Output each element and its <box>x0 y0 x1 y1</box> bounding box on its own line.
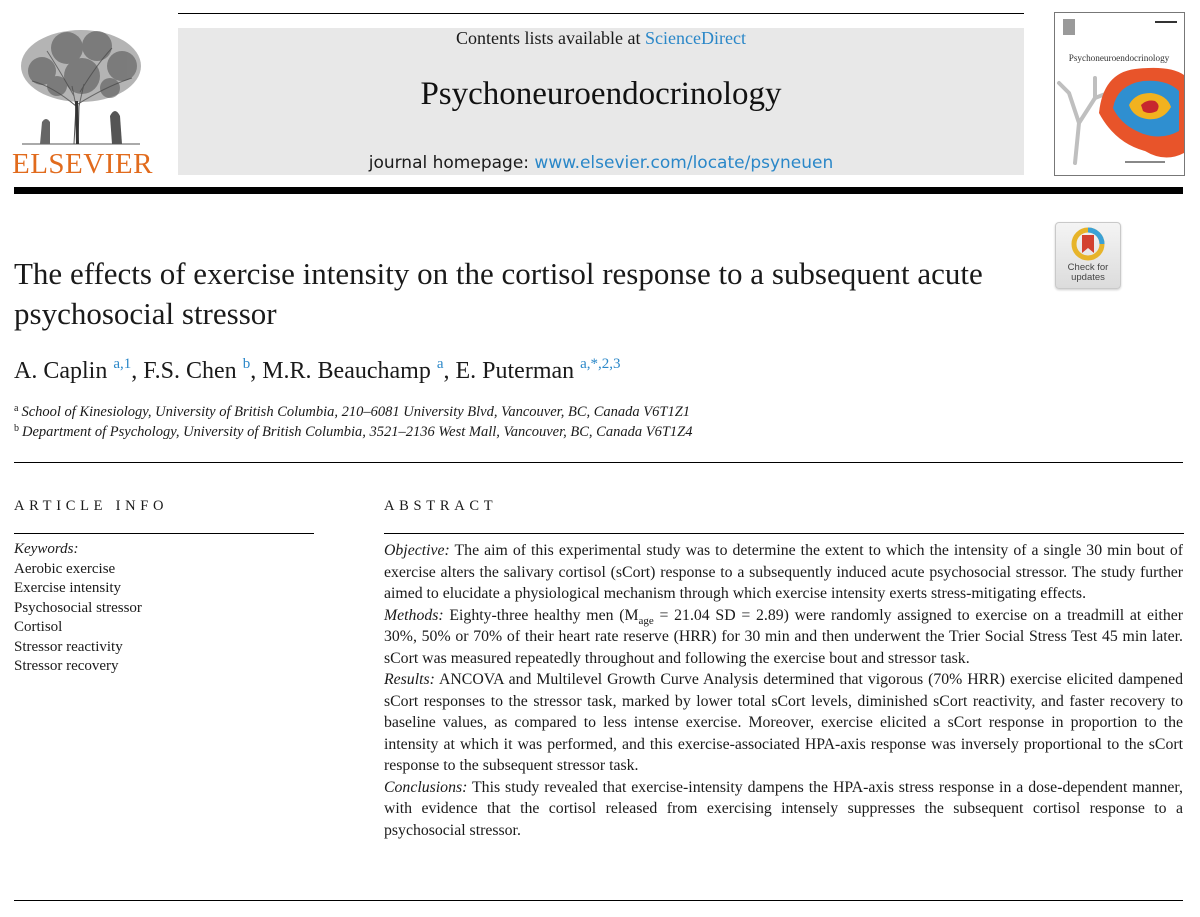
homepage-prefix: journal homepage: <box>368 153 535 173</box>
author-affiliation-marks[interactable]: a <box>436 356 444 372</box>
sciencedirect-link[interactable]: ScienceDirect <box>645 28 746 48</box>
affiliation-mark: a <box>14 403 19 414</box>
journal-title: Psychoneuroendocrinology <box>420 76 782 112</box>
objective-text: The aim of this experimental study was to determine the extent to which the intensity of a single 30 min bout of exercise alters the salivary cortisol (sCort) response to a subsequently induced acute psychosocial stressor. The study further aimed to elucidate a physiological mechanism through which exercise intensity exerts stress-mitigating effects. <box>384 542 1183 602</box>
author-separator: , <box>250 358 263 384</box>
contents-prefix: Contents lists available at <box>456 28 645 48</box>
article-title: The effects of exercise intensity on the cortisol response to a subsequent acute psychosocial stressor <box>14 256 983 331</box>
keyword: Stressor reactivity <box>14 638 123 655</box>
objective-label: Objective: <box>384 542 450 559</box>
author-list <box>14 353 1014 389</box>
keyword: Psychosocial stressor <box>14 599 142 616</box>
affiliation-text: School of Kinesiology, University of British Columbia, 210–6081 University Blvd, Vancouver, BC, Canada V6T1Z1 <box>21 404 691 420</box>
affiliation-mark: b <box>14 423 19 434</box>
author-affiliation-marks[interactable]: b <box>242 356 251 372</box>
check-updates-icon <box>1056 223 1120 263</box>
methods-text-cont: = 21.04 SD = 2.89) were randomly assigned to exercise on a treadmill at either 30%, 50% or 70% of their heart rate reserve (HRR) for 30 min and then underwent the Trier Social Stress Test 45 min later. sCort was measured repeatedly throughout and following the exercise bout and stressor task. <box>384 606 1183 667</box>
abstract-results <box>384 669 1183 777</box>
keyword: Cortisol <box>14 619 63 635</box>
methods-text: Eighty-three healthy men (M <box>443 606 639 624</box>
methods-label: Methods: <box>384 606 444 624</box>
methods-subscript: age <box>638 614 654 627</box>
keyword: Exercise intensity <box>14 580 122 596</box>
top-rule <box>178 13 1024 14</box>
author-affiliation-marks[interactable]: a,*,2,3 <box>580 356 621 372</box>
keyword: Stressor recovery <box>14 658 119 674</box>
abstract-heading: ABSTRACT <box>384 498 498 514</box>
affiliation-b <box>14 424 692 441</box>
abstract-methods <box>384 605 1183 670</box>
keywords-block <box>14 540 314 677</box>
abstract-objective <box>384 540 1183 605</box>
author-name[interactable]: A. Caplin <box>14 358 108 384</box>
check-for-updates-button[interactable] <box>1055 222 1121 289</box>
author-separator: , <box>443 358 456 384</box>
journal-cover-thumbnail[interactable] <box>1054 12 1185 176</box>
affiliation-a <box>14 404 690 421</box>
cover-journal-title: Psychoneuroendocrinology <box>1068 53 1170 63</box>
journal-banner <box>178 28 1024 175</box>
article-info-heading: ARTICLE INFO <box>14 498 169 514</box>
author-name[interactable]: M.R. Beauchamp <box>262 358 431 384</box>
publisher-name: ELSEVIER <box>12 148 153 180</box>
keywords-label: Keywords: <box>14 541 79 557</box>
keywords-list <box>14 560 314 677</box>
bottom-rule <box>14 900 1183 901</box>
header-rule <box>14 187 1183 194</box>
abstract-conclusions <box>384 777 1183 842</box>
section-rule <box>14 462 1183 463</box>
affiliation-text: Department of Psychology, University of British Columbia, 3521–2136 West Mall, Vancouver, BC, Canada V6T1Z4 <box>22 424 693 440</box>
contents-line <box>178 28 1024 49</box>
results-label: Results: <box>384 671 435 688</box>
author-separator: , <box>131 358 144 384</box>
abstract-body <box>384 540 1183 841</box>
author-name[interactable]: F.S. Chen <box>143 358 237 384</box>
homepage-line <box>178 153 1024 173</box>
article-info-rule <box>14 533 314 534</box>
keyword: Aerobic exercise <box>14 560 116 577</box>
abstract-rule <box>384 533 1184 534</box>
author-affiliation-marks[interactable]: a,1 <box>113 356 132 372</box>
conclusions-label: Conclusions: <box>384 778 468 796</box>
author-name[interactable]: E. Puterman <box>455 358 575 384</box>
conclusions-text: This study revealed that exercise-intensity dampens the HPA-axis stress response in a dose-dependent manner, with evidence that the cortisol released from exercising intensely suppresses the subsequent cortisol response to a psychosocial stressor. <box>384 778 1183 839</box>
journal-homepage-link[interactable]: www.elsevier.com/locate/psyneuen <box>534 153 834 173</box>
check-updates-label: Check for updates <box>1067 262 1109 283</box>
results-text: ANCOVA and Multilevel Growth Curve Analysis determined that vigorous (70% HRR) exercise elicited dampened sCort responses to the stressor task, marked by lower total sCort levels, diminished sCort reactivity, and faster recovery to baseline values, as compared to less intense exercise. Moreover, exercise elicited a sCort response in proportion to the intensity at which it was performed, and this exercise-associated HPA-axis response was inversely proportional to the sCort response to the subsequent stressor task. <box>384 671 1183 774</box>
